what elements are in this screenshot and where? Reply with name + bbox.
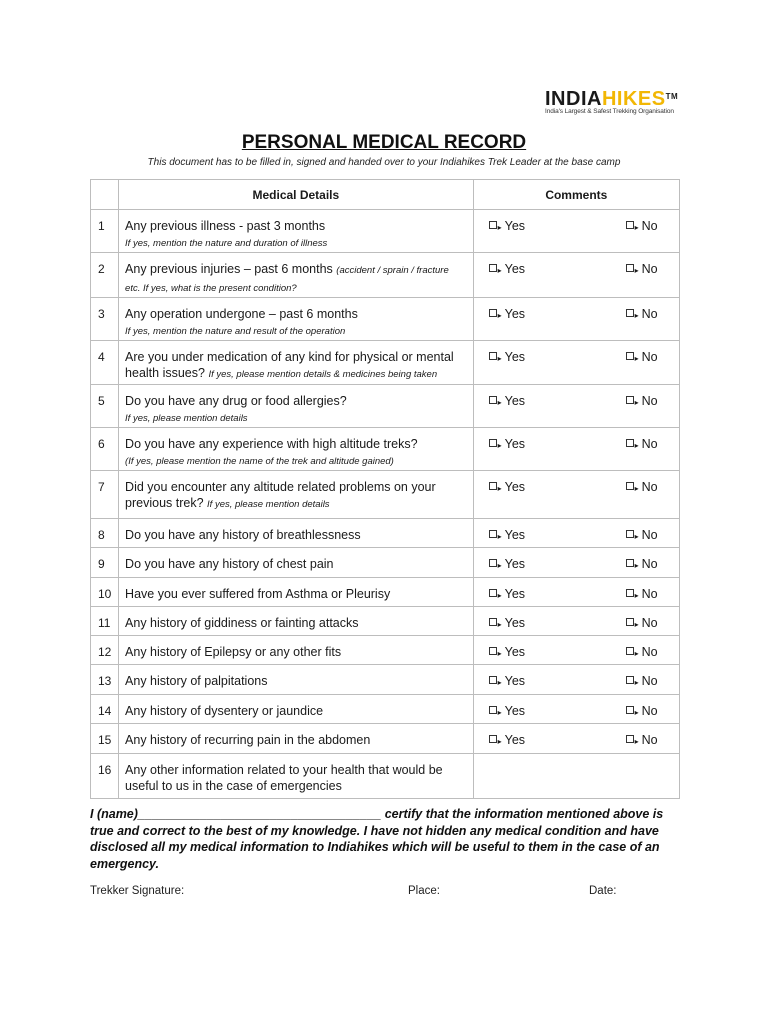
certification-statement: I (name)___________________________________ certify that the information mentioned above is true and correct to the best of my knowledge. I have not hidden any medical condition and have disclosed all my medical information to Indiahikes which will be useful to them in the case of an emergency. [90, 807, 664, 871]
question-hint: If yes, please mention details [207, 499, 330, 510]
table-row [91, 578, 680, 607]
yes-label: Yes [504, 704, 526, 718]
question-text: Any previous injuries – past 6 months [125, 262, 333, 276]
comments-cell [473, 253, 679, 298]
yes-checkbox-option[interactable] [489, 733, 525, 747]
arrow-bullet-icon: ▸ [634, 737, 639, 746]
table-row [91, 754, 680, 799]
table-row [91, 253, 680, 298]
yes-checkbox-option[interactable] [489, 528, 525, 542]
checkbox-icon[interactable] [626, 589, 634, 597]
table-row [91, 665, 680, 695]
question-text: Do you have any history of breathlessness [125, 528, 361, 542]
comments-cell [473, 695, 679, 724]
arrow-bullet-icon: ▸ [497, 561, 502, 570]
row-number: 12 [91, 636, 119, 665]
no-label: No [641, 307, 658, 321]
logo-wordmark [545, 88, 685, 110]
question-cell [119, 385, 474, 428]
logo-tagline: India's Largest & Safest Trekking Organisation [545, 108, 674, 115]
question-cell [119, 519, 474, 548]
arrow-bullet-icon: ▸ [497, 484, 502, 493]
row-number: 11 [91, 607, 119, 636]
no-label: No [641, 645, 658, 659]
table-row [91, 428, 680, 471]
no-label: No [641, 557, 658, 571]
table-row [91, 607, 680, 636]
no-checkbox-option[interactable] [626, 587, 658, 601]
yes-checkbox-option[interactable] [489, 394, 525, 408]
question-cell [119, 548, 474, 578]
table-row [91, 298, 680, 341]
arrow-bullet-icon: ▸ [497, 266, 502, 275]
header-comments: Comments [473, 180, 679, 210]
yes-label: Yes [504, 394, 526, 408]
comments-cell[interactable] [473, 754, 679, 799]
arrow-bullet-icon: ▸ [634, 708, 639, 717]
no-label: No [641, 394, 658, 408]
arrow-bullet-icon: ▸ [497, 678, 502, 687]
comments-cell [473, 428, 679, 471]
yes-checkbox-option[interactable] [489, 674, 525, 688]
comments-cell [473, 724, 679, 754]
checkbox-icon[interactable] [489, 396, 497, 404]
question-text: Do you have any history of chest pain [125, 557, 334, 571]
no-label: No [641, 616, 658, 630]
arrow-bullet-icon: ▸ [497, 398, 502, 407]
no-label: No [641, 219, 658, 233]
checkbox-icon[interactable] [626, 439, 634, 447]
checkbox-icon[interactable] [489, 264, 497, 272]
no-checkbox-option[interactable] [626, 674, 658, 688]
no-label: No [641, 733, 658, 747]
question-cell [119, 665, 474, 695]
comments-cell [473, 210, 679, 253]
checkbox-icon[interactable] [626, 221, 634, 229]
arrow-bullet-icon: ▸ [634, 620, 639, 629]
yes-checkbox-option[interactable] [489, 437, 525, 451]
no-checkbox-option[interactable] [626, 645, 658, 659]
no-label: No [641, 437, 658, 451]
question-text: Did you encounter any altitude related problems on your previous trek? [125, 480, 436, 510]
checkbox-icon[interactable] [489, 676, 497, 684]
yes-label: Yes [504, 262, 526, 276]
arrow-bullet-icon: ▸ [634, 223, 639, 232]
no-checkbox-option[interactable] [626, 437, 658, 451]
arrow-bullet-icon: ▸ [497, 441, 502, 450]
no-label: No [641, 587, 658, 601]
yes-label: Yes [504, 733, 526, 747]
logo-brand-a: INDIA [545, 88, 602, 110]
comments-cell [473, 607, 679, 636]
checkbox-icon[interactable] [626, 482, 634, 490]
document-subtitle: This document has to be filled in, signed and handed over to your Indiahikes Trek Leader at the base camp [147, 157, 621, 168]
table-row [91, 636, 680, 665]
yes-checkbox-option[interactable] [489, 480, 525, 494]
yes-checkbox-option[interactable] [489, 350, 525, 364]
checkbox-icon[interactable] [626, 735, 634, 743]
yes-checkbox-option[interactable] [489, 219, 525, 233]
yes-checkbox-option[interactable] [489, 557, 525, 571]
row-number: 1 [91, 210, 119, 253]
arrow-bullet-icon: ▸ [634, 678, 639, 687]
no-checkbox-option[interactable] [626, 350, 658, 364]
comments-cell [473, 578, 679, 607]
question-text: Any history of recurring pain in the abdomen [125, 733, 371, 747]
no-label: No [641, 262, 658, 276]
checkbox-icon[interactable] [626, 396, 634, 404]
comments-cell [473, 471, 679, 519]
arrow-bullet-icon: ▸ [497, 311, 502, 320]
checkbox-icon[interactable] [489, 589, 497, 597]
row-number: 9 [91, 548, 119, 578]
place-label: Place: [408, 885, 440, 897]
question-text: Any history of giddiness or fainting attacks [125, 616, 359, 630]
checkbox-icon[interactable] [626, 352, 634, 360]
document-title: PERSONAL MEDICAL RECORD [241, 132, 527, 153]
yes-label: Yes [504, 219, 526, 233]
question-text: Any history of Epilepsy or any other fits [125, 645, 342, 659]
row-number: 13 [91, 665, 119, 695]
comments-cell [473, 298, 679, 341]
no-checkbox-option[interactable] [626, 480, 658, 494]
checkbox-icon[interactable] [626, 706, 634, 714]
no-checkbox-option[interactable] [626, 219, 658, 233]
yes-label: Yes [504, 674, 526, 688]
question-text: Are you under medication of any kind for physical or mental health issues? [125, 350, 454, 380]
checkbox-icon[interactable] [489, 735, 497, 743]
arrow-bullet-icon: ▸ [497, 591, 502, 600]
checkbox-icon[interactable] [626, 618, 634, 626]
row-number: 3 [91, 298, 119, 341]
question-cell [119, 428, 474, 471]
checkbox-icon[interactable] [489, 647, 497, 655]
yes-checkbox-option[interactable] [489, 307, 525, 321]
question-text: Any history of dysentery or jaundice [125, 704, 324, 718]
comments-cell [473, 665, 679, 695]
yes-label: Yes [504, 350, 526, 364]
no-checkbox-option[interactable] [626, 704, 658, 718]
question-text: Any operation undergone – past 6 months [125, 307, 358, 321]
checkbox-icon[interactable] [489, 352, 497, 360]
question-hint: (If yes, please mention the name of the trek and altitude gained) [125, 456, 394, 467]
table-row [91, 695, 680, 724]
question-cell [119, 578, 474, 607]
row-number: 4 [91, 341, 119, 385]
yes-checkbox-option[interactable] [489, 704, 525, 718]
no-checkbox-option[interactable] [626, 733, 658, 747]
checkbox-icon[interactable] [489, 482, 497, 490]
arrow-bullet-icon: ▸ [497, 708, 502, 717]
arrow-bullet-icon: ▸ [634, 266, 639, 275]
question-text: Any previous illness - past 3 months [125, 219, 326, 233]
arrow-bullet-icon: ▸ [634, 484, 639, 493]
yes-label: Yes [504, 616, 526, 630]
header-medical-details: Medical Details [119, 180, 474, 210]
date-label: Date: [589, 885, 617, 897]
yes-checkbox-option[interactable] [489, 587, 525, 601]
question-cell [119, 471, 474, 519]
checkbox-icon[interactable] [489, 309, 497, 317]
row-number: 5 [91, 385, 119, 428]
comments-cell [473, 519, 679, 548]
yes-label: Yes [504, 557, 526, 571]
question-cell [119, 724, 474, 754]
arrow-bullet-icon: ▸ [634, 311, 639, 320]
indiahikes-logo [545, 88, 685, 115]
no-checkbox-option[interactable] [626, 262, 658, 276]
arrow-bullet-icon: ▸ [497, 532, 502, 541]
no-checkbox-option[interactable] [626, 394, 658, 408]
question-cell [119, 754, 474, 799]
row-number: 16 [91, 754, 119, 799]
arrow-bullet-icon: ▸ [634, 561, 639, 570]
yes-checkbox-option[interactable] [489, 262, 525, 276]
question-hint: (accident / sprain / fracture etc. If yes, what is the present condition? [125, 265, 449, 294]
arrow-bullet-icon: ▸ [634, 591, 639, 600]
yes-label: Yes [504, 480, 526, 494]
question-hint: If yes, please mention details & medicines being taken [208, 369, 438, 380]
arrow-bullet-icon: ▸ [497, 649, 502, 658]
arrow-bullet-icon: ▸ [497, 354, 502, 363]
yes-label: Yes [504, 587, 526, 601]
table-header-row [91, 180, 680, 210]
no-checkbox-option[interactable] [626, 307, 658, 321]
arrow-bullet-icon: ▸ [634, 532, 639, 541]
arrow-bullet-icon: ▸ [497, 737, 502, 746]
yes-label: Yes [504, 437, 526, 451]
question-hint: If yes, please mention details [125, 413, 248, 424]
question-text: Any history of palpitations [125, 674, 268, 688]
table-row [91, 724, 680, 754]
no-label: No [641, 480, 658, 494]
arrow-bullet-icon: ▸ [497, 223, 502, 232]
question-cell [119, 298, 474, 341]
yes-label: Yes [504, 307, 526, 321]
arrow-bullet-icon: ▸ [497, 620, 502, 629]
checkbox-icon[interactable] [626, 530, 634, 538]
question-hint: If yes, mention the nature and duration of illness [125, 238, 328, 249]
checkbox-icon[interactable] [489, 439, 497, 447]
logo-trademark: TM [665, 92, 679, 101]
checkbox-icon[interactable] [626, 559, 634, 567]
no-label: No [641, 674, 658, 688]
question-cell [119, 636, 474, 665]
row-number: 6 [91, 428, 119, 471]
yes-label: Yes [504, 528, 526, 542]
medical-details-table [90, 179, 680, 799]
row-number: 14 [91, 695, 119, 724]
table-row [91, 341, 680, 385]
logo-brand-b: HIKES [601, 88, 666, 110]
checkbox-icon[interactable] [489, 706, 497, 714]
table-row [91, 471, 680, 519]
question-text: Do you have any experience with high altitude treks? [125, 437, 418, 451]
question-text: Any other information related to your health that would be useful to us in the case of emergencies [125, 763, 443, 793]
arrow-bullet-icon: ▸ [634, 441, 639, 450]
arrow-bullet-icon: ▸ [634, 398, 639, 407]
no-checkbox-option[interactable] [626, 557, 658, 571]
question-cell [119, 607, 474, 636]
arrow-bullet-icon: ▸ [634, 354, 639, 363]
checkbox-icon[interactable] [626, 647, 634, 655]
no-checkbox-option[interactable] [626, 616, 658, 630]
yes-checkbox-option[interactable] [489, 645, 525, 659]
checkbox-icon[interactable] [626, 309, 634, 317]
row-number: 8 [91, 519, 119, 548]
question-cell [119, 210, 474, 253]
table-row [91, 385, 680, 428]
row-number: 10 [91, 578, 119, 607]
table-row [91, 210, 680, 253]
row-number: 15 [91, 724, 119, 754]
no-label: No [641, 350, 658, 364]
checkbox-icon[interactable] [626, 676, 634, 684]
question-hint: If yes, mention the nature and result of the operation [125, 326, 346, 337]
comments-cell [473, 636, 679, 665]
comments-cell [473, 548, 679, 578]
checkbox-icon[interactable] [489, 221, 497, 229]
table-row [91, 519, 680, 548]
checkbox-icon[interactable] [489, 559, 497, 567]
checkbox-icon[interactable] [626, 264, 634, 272]
comments-cell [473, 385, 679, 428]
yes-label: Yes [504, 645, 526, 659]
checkbox-icon[interactable] [489, 618, 497, 626]
table-row [91, 548, 680, 578]
no-checkbox-option[interactable] [626, 528, 658, 542]
question-text: Do you have any drug or food allergies? [125, 394, 347, 408]
comments-cell [473, 341, 679, 385]
question-text: Have you ever suffered from Asthma or Pleurisy [125, 587, 391, 601]
checkbox-icon[interactable] [489, 530, 497, 538]
question-cell [119, 695, 474, 724]
arrow-bullet-icon: ▸ [634, 649, 639, 658]
row-number: 2 [91, 253, 119, 298]
header-number-cell [91, 180, 119, 210]
yes-checkbox-option[interactable] [489, 616, 525, 630]
question-cell [119, 341, 474, 385]
row-number: 7 [91, 471, 119, 519]
no-label: No [641, 528, 658, 542]
question-cell [119, 253, 474, 298]
trekker-signature-label: Trekker Signature: [90, 885, 185, 897]
no-label: No [641, 704, 658, 718]
